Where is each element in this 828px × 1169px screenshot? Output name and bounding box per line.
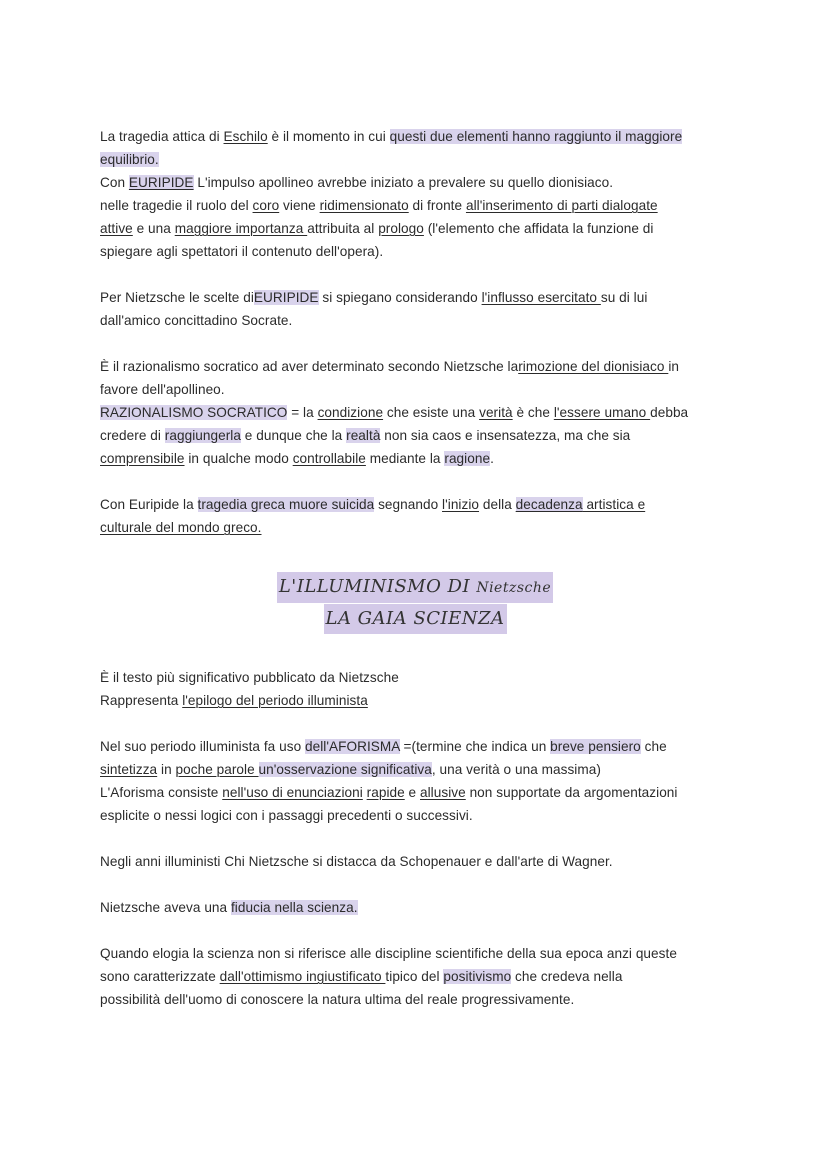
underlined-text: poche parole <box>175 762 259 777</box>
text: Con <box>100 175 129 190</box>
text: Nietzsche aveva una <box>100 900 231 915</box>
text: non supportate da argomentazioni <box>465 785 678 800</box>
underlined-text: artistica e <box>582 497 646 512</box>
text-line <box>100 424 730 447</box>
highlighted-text: questi due elementi hanno raggiunto il maggiore <box>389 129 683 144</box>
underlined-text: Eschilo <box>223 129 268 144</box>
paragraph-nietzsche-euripide <box>100 286 730 332</box>
underlined-text: all'inserimento di parti dialogate <box>465 198 658 213</box>
text: mediante la <box>365 451 445 466</box>
highlighted-underlined-text: EURIPIDE <box>128 175 194 190</box>
text-line <box>100 125 730 148</box>
section-title-line-1 <box>277 572 553 603</box>
text: e dunque che la <box>240 428 347 443</box>
text: tipico del <box>385 969 444 984</box>
text: è il momento in cui <box>267 129 390 144</box>
text: Nel suo periodo illuminista fa uso <box>100 739 306 754</box>
title-text: L'ILLUMINISMO DI <box>278 576 477 597</box>
underlined-text: attive <box>100 221 133 236</box>
text-line <box>100 309 730 332</box>
highlighted-underlined-text: decadenza <box>515 497 583 512</box>
text: L'Aforisma consiste <box>100 785 223 800</box>
underlined-text: sintetizza <box>100 762 158 777</box>
text: che credeva nella <box>511 969 623 984</box>
text: È il razionalismo socratico ad aver determinato secondo Nietzsche la <box>100 359 519 374</box>
section-title <box>100 572 730 636</box>
text: su di lui <box>600 290 648 305</box>
section-title-line-2: LA GAIA SCIENZA <box>324 604 507 634</box>
text-line <box>100 355 730 378</box>
text: =(termine che indica un <box>399 739 551 754</box>
document-body <box>100 125 730 1034</box>
text: spiegare agli spettatori il contenuto dell'opera). <box>100 244 384 259</box>
text: e <box>404 785 420 800</box>
title-text-small: Nietzsche <box>476 580 552 596</box>
text: che <box>640 739 667 754</box>
text: Quando elogia la scienza non si riferisce alle discipline scientifiche della sua epoca anzi queste <box>100 946 677 961</box>
text-line <box>100 965 730 988</box>
underlined-text: ridimensionato <box>319 198 409 213</box>
text: è che <box>512 405 554 420</box>
text-line <box>100 401 730 424</box>
text: Per Nietzsche le scelte di <box>100 290 254 305</box>
highlighted-text: dell'AFORISMA <box>305 739 400 754</box>
text: Rappresenta <box>100 693 183 708</box>
paragraph-euripide-suicida <box>100 493 730 539</box>
text: possibilità dell'uomo di conoscere la natura ultima del reale progressivamente. <box>100 992 575 1007</box>
paragraph-aforisma <box>100 735 730 827</box>
text: Con Euripide la <box>100 497 198 512</box>
underlined-text: verità <box>479 405 513 420</box>
underlined-text: l'essere umano <box>553 405 651 420</box>
paragraph-testo <box>100 666 730 712</box>
text: della <box>479 497 516 512</box>
text: Negli anni illuministi Chi Nietzsche si distacca da Schopenauer e dall'arte di Wagner. <box>100 854 613 869</box>
highlighted-text: fiducia nella scienza. <box>230 900 358 915</box>
underlined-text: culturale del mondo greco. <box>100 520 262 535</box>
text: = la <box>287 405 318 420</box>
text: di fronte <box>408 198 466 213</box>
text: esplicite o nessi logici con i passaggi precedenti o successivi. <box>100 808 473 823</box>
highlighted-text: EURIPIDE <box>253 290 319 305</box>
text: e una <box>132 221 175 236</box>
text-line <box>100 493 730 516</box>
text: nelle tragedie il ruolo del <box>100 198 253 213</box>
text-line <box>100 378 730 401</box>
text-line <box>100 171 730 194</box>
text-line <box>100 240 730 263</box>
text-line <box>100 194 730 217</box>
text-line <box>100 896 730 919</box>
underlined-text: coro <box>252 198 280 213</box>
underlined-text: allusive <box>420 785 466 800</box>
text: È il testo più significativo pubblicato da Nietzsche <box>100 670 399 685</box>
highlighted-text: equilibrio. <box>100 152 159 167</box>
text: dall'amico concittadino Socrate. <box>100 313 293 328</box>
text: che esiste una <box>383 405 480 420</box>
underlined-text: l'influsso esercitato <box>481 290 601 305</box>
text: in qualche modo <box>184 451 293 466</box>
paragraph-scienza <box>100 942 730 1011</box>
highlighted-text: realtà <box>346 428 381 443</box>
underlined-text: l'inizio <box>442 497 480 512</box>
text: , una verità o una massima) <box>431 762 601 777</box>
text-line <box>100 217 730 240</box>
text: si spiegano considerando <box>318 290 482 305</box>
text: sono caratterizzate <box>100 969 220 984</box>
text-line <box>100 942 730 965</box>
text-line <box>100 804 730 827</box>
underlined-text: comprensibile <box>100 451 185 466</box>
text: attribuita al <box>307 221 379 236</box>
text: in <box>668 359 680 374</box>
text: non sia caos e insensatezza, ma che sia <box>380 428 631 443</box>
text-line <box>100 516 730 539</box>
text: viene <box>279 198 320 213</box>
underlined-text: l'epilogo del periodo illuminista <box>182 693 368 708</box>
text: La tragedia attica di <box>100 129 224 144</box>
text-line <box>100 850 730 873</box>
underlined-text: condizione <box>317 405 384 420</box>
underlined-text: dall'ottimismo ingiustificato <box>219 969 386 984</box>
text-line <box>100 758 730 781</box>
text-line <box>100 148 730 171</box>
highlighted-text: RAZIONALISMO SOCRATICO <box>100 405 288 420</box>
underlined-text: rimozione del dionisiaco <box>518 359 669 374</box>
text-line <box>100 666 730 689</box>
text: . <box>490 451 494 466</box>
underlined-text: controllabile <box>292 451 366 466</box>
text: credere di <box>100 428 165 443</box>
text: in <box>157 762 176 777</box>
text: L'impulso apollineo avrebbe iniziato a prevalere su quello dionisiaco. <box>193 175 614 190</box>
paragraph-schopenauer <box>100 850 730 873</box>
text: segnando <box>374 497 443 512</box>
highlighted-text: tragedia greca muore suicida <box>197 497 375 512</box>
paragraph-eschilo <box>100 125 730 263</box>
text-line <box>100 988 730 1011</box>
highlighted-text: raggiungerla <box>164 428 241 443</box>
text: (l'elemento che affidata la funzione di <box>423 221 654 236</box>
paragraph-razionalismo <box>100 355 730 470</box>
highlighted-text: breve pensiero <box>550 739 641 754</box>
text-line <box>100 286 730 309</box>
text-line <box>100 781 730 804</box>
highlighted-text: ragione <box>444 451 491 466</box>
underlined-text: maggiore importanza <box>174 221 308 236</box>
highlighted-text: positivismo <box>443 969 512 984</box>
text: debba <box>650 405 689 420</box>
text-line <box>100 735 730 758</box>
underlined-text: rapide <box>366 785 405 800</box>
text-line <box>100 689 730 712</box>
text: favore dell'apollineo. <box>100 382 225 397</box>
underlined-text: prologo <box>378 221 424 236</box>
paragraph-fiducia <box>100 896 730 919</box>
highlighted-text: un'osservazione significativa <box>258 762 432 777</box>
text-line <box>100 447 730 470</box>
underlined-text: nell'uso di enunciazioni <box>222 785 363 800</box>
